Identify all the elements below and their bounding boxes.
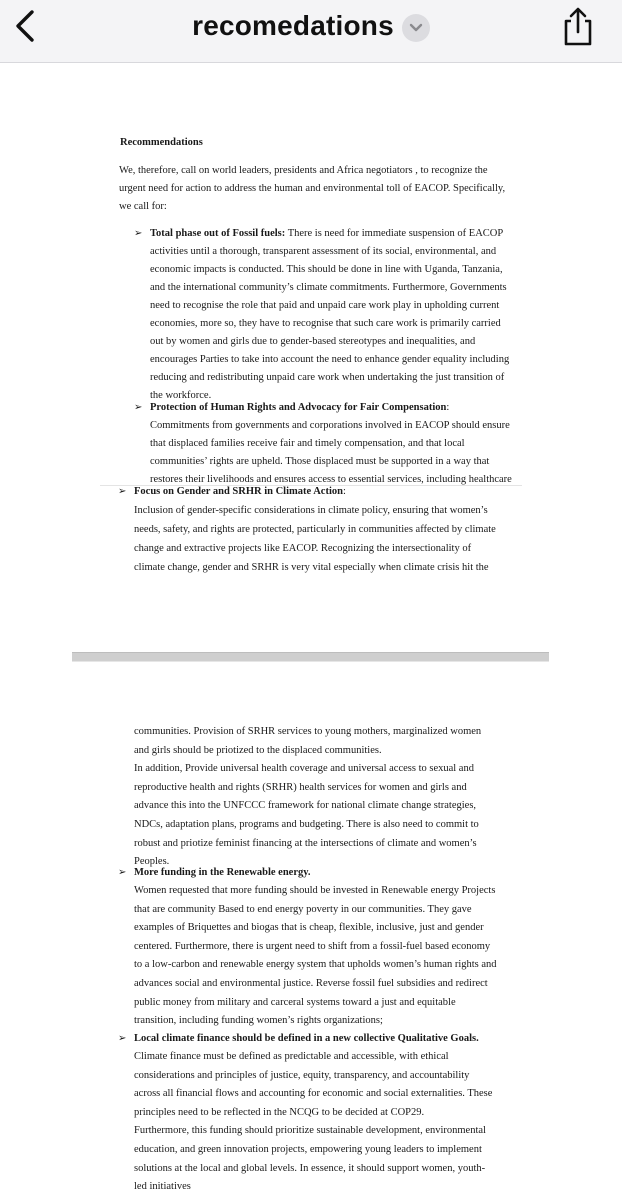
item5-line: across all financial flows and accounting for economic and social externalities. These — [134, 1088, 493, 1100]
item5-line: principles need to be reflected in the NCQG to be decided at COP29. — [134, 1106, 425, 1118]
item1-line: out by women and girls due to gender-based stereotypes and inequalities, and — [150, 336, 476, 347]
item1-body — [150, 243, 509, 405]
item5-line: Furthermore, this funding should prioritize sustainable development, environmental — [134, 1125, 486, 1137]
item5-line: led initiatives — [134, 1181, 191, 1193]
item3-body — [134, 501, 496, 577]
item1-line: activities until a thorough, transparent assessment of its social, environmental, and — [150, 246, 497, 257]
bullet-arrow-icon: ➢ — [134, 228, 143, 239]
share-icon — [560, 6, 596, 48]
item2-line: communities’ rights are upheld. Those displaced must be supported in a way that — [150, 456, 490, 467]
continuation-line: communities. Provision of SRHR services to young mothers, marginalized women — [134, 726, 482, 737]
item4-line: to a low-carbon and renewable energy system that upholds women’s human rights and — [134, 959, 497, 971]
title-menu-button[interactable] — [402, 14, 430, 42]
item4-line: transition, including funding women’s rights organizations; — [134, 1015, 383, 1027]
item1-line: economies, more so, they have to recognise that such care work is primarily carried — [150, 318, 501, 329]
item3-first-line — [134, 483, 346, 501]
recommendations-heading: Recommendations — [120, 137, 203, 148]
item1-first-line — [150, 225, 503, 243]
item1-text: There is need for immediate suspension of EACOP — [285, 228, 504, 239]
bullet-arrow-icon: ➢ — [134, 402, 143, 413]
item1-line: economic impacts is conducted. This should be done in line with Uganda, Tanzania, — [150, 264, 503, 275]
item4-line: centered. Furthermore, there is urgent need to shift from a fossil-fuel based economy — [134, 940, 491, 952]
item5-line: education, and green innovation projects, empowering young leaders to implement — [134, 1143, 482, 1155]
title-group[interactable] — [0, 10, 622, 45]
item1-line: reducing and redistributing unpaid care work when undertaking the just transition of — [150, 372, 505, 383]
continuation-line: advance this into the UNFCCC framework for national climate change strategies, — [134, 800, 477, 812]
bullet-arrow-icon: ➢ — [118, 867, 127, 878]
item3-line: climate change, gender and SRHR is very vital especially when climate crisis hit the — [134, 562, 489, 573]
item3-line: needs, safety, and rights are protected, particularly in communities affected by climate — [134, 524, 496, 535]
item3-line: Inclusion of gender-specific considerations in climate policy, ensuring that women’s — [134, 505, 488, 516]
item1-line: and the international community’s climate commitments. Furthermore, Governments — [150, 282, 507, 293]
item4-line: that are community Based to end energy poverty in our communities. They gave — [134, 903, 472, 915]
bullet-arrow-icon: ➢ — [118, 486, 127, 497]
continuation-line: robust and priotize feminist financing at the intersections of climate and women’s — [134, 837, 477, 849]
item2-line: Commitments from governments and corporations involved in EACOP should ensure — [150, 420, 510, 431]
chevron-down-icon — [402, 14, 430, 42]
item3-title: Focus on Gender and SRHR in Climate Action — [134, 486, 343, 497]
continuation-line: reproductive health and rights (SRHR) health services for women and girls and — [134, 781, 467, 793]
intro-line: urgent need for action to address the human and environmental toll of EACOP. Specifically, — [119, 183, 506, 194]
item4-line: examples of Briquettes and biogas that is cheap, flexible, inclusive, just and gender — [134, 922, 484, 934]
item2-line: restores their livelihoods and ensures access to essential services, including healthcare — [150, 474, 512, 485]
top-navigation-bar — [0, 0, 622, 63]
item5-line: Climate finance must be defined as predictable and accessible, with ethical — [134, 1051, 449, 1062]
item5-body — [134, 1048, 492, 1197]
item5-title: Local climate finance should be defined in a new collective Qualitative Goals. — [134, 1033, 479, 1044]
item3-line: change and extractive projects like EACOP. Recognizing the intersectionality of — [134, 543, 472, 554]
item4-line: advances social and environmental justice. Reverse fossil fuel subsidies and redirect — [134, 977, 488, 989]
item2-first-line — [150, 399, 449, 417]
item2-body — [150, 417, 512, 485]
continuation-line: and girls should be priotized to the displaced communities. — [134, 744, 382, 756]
item4-title: More funding in the Renewable energy. — [134, 867, 311, 878]
continuation-line: NDCs, adaptation plans, programs and budgeting. There is also need to commit to — [134, 818, 479, 830]
page-break — [72, 652, 549, 662]
item4-body — [134, 882, 497, 1031]
item4-line: Women requested that more funding should be invested in Renewable energy Projects — [134, 885, 496, 896]
item2-line: that displaced families receive fair and timely compensation, and that local — [150, 438, 465, 449]
item2-colon: : — [446, 402, 450, 413]
item4-line: public money from military and carceral systems toward a just and equitable — [134, 996, 456, 1008]
item1-line: need to recognise the role that paid and unpaid care work play in upholding current — [150, 300, 500, 311]
item5-line: solutions at the local and global levels. In essence, it should support women, youth- — [134, 1162, 486, 1174]
bullet-arrow-icon: ➢ — [118, 1033, 127, 1044]
item3-continuation — [134, 723, 481, 872]
item2-title: Protection of Human Rights and Advocacy for Fair Compensation — [150, 402, 447, 413]
intro-paragraph — [119, 162, 505, 216]
intro-line: We, therefore, call on world leaders, presidents and Africa negotiators , to recognize the — [119, 165, 488, 176]
continuation-line: Peoples. — [134, 856, 170, 868]
item3-colon: : — [342, 486, 346, 497]
share-button[interactable] — [560, 6, 596, 48]
intro-line: we call for: — [119, 201, 167, 212]
document-title: recomedations — [192, 10, 394, 41]
continuation-line: In addition, Provide universal health coverage and universal access to sexual and — [134, 763, 474, 775]
item5-line: considerations and principles of justice, equity, transparency, and accountability — [134, 1069, 470, 1081]
item1-line: encourages Parties to take into account the need to enhance gender equality including — [150, 354, 510, 365]
item1-title: Total phase out of Fossil fuels: — [150, 228, 286, 239]
item1-line: the workforce. — [150, 390, 212, 401]
